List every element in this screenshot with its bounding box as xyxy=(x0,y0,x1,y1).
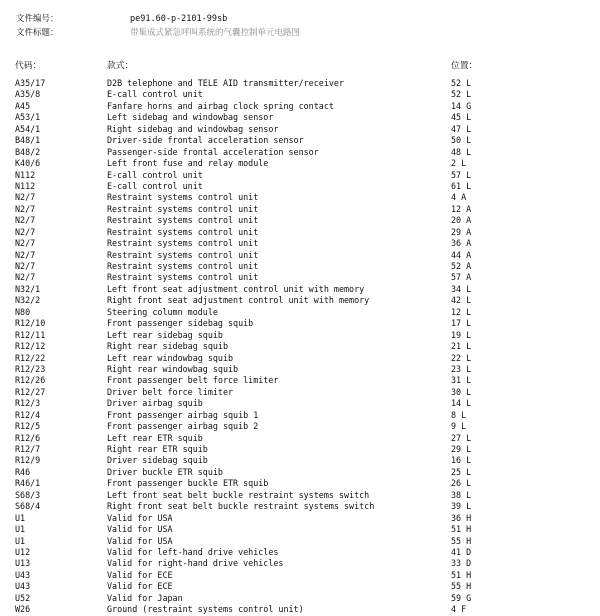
component-position: 51 H xyxy=(451,524,472,535)
component-name: Valid for USA xyxy=(107,535,173,546)
table-row xyxy=(0,158,600,169)
component-code: U1 xyxy=(15,524,26,535)
component-position: 39 L xyxy=(451,501,472,512)
table-row xyxy=(0,398,600,409)
component-name: Restraint systems control unit xyxy=(107,272,259,283)
component-position: 55 H xyxy=(451,581,472,592)
component-position: 14 L xyxy=(451,398,472,409)
component-code: A54/1 xyxy=(15,123,41,134)
component-code: U1 xyxy=(15,535,26,546)
table-row xyxy=(0,593,600,604)
component-position: 36 H xyxy=(451,512,472,523)
component-position: 50 L xyxy=(451,135,472,146)
component-name: Front passenger belt force limiter xyxy=(107,375,279,386)
component-position: 45 L xyxy=(451,112,472,123)
component-position: 4 F xyxy=(451,604,467,615)
table-row xyxy=(0,387,600,398)
component-code: A53/1 xyxy=(15,112,41,123)
component-name: Steering column module xyxy=(107,306,218,317)
table-row xyxy=(0,341,600,352)
component-position: 22 L xyxy=(451,352,472,363)
component-name: Left rear windowbag squib xyxy=(107,352,234,363)
table-row xyxy=(0,421,600,432)
component-code: R12/12 xyxy=(15,341,46,352)
component-position: 42 L xyxy=(451,295,472,306)
component-code: U52 xyxy=(15,592,31,603)
component-code: N2/7 xyxy=(15,192,36,203)
component-code: N2/7 xyxy=(15,249,36,260)
component-position: 12 A xyxy=(451,203,472,214)
component-name: Driver buckle ETR squib xyxy=(107,466,223,477)
component-name: Restraint systems control unit xyxy=(107,226,259,237)
table-row xyxy=(0,330,600,341)
component-code: N2/7 xyxy=(15,215,36,226)
component-code: R46/1 xyxy=(15,478,41,489)
component-code: U1 xyxy=(15,512,26,523)
doc-title-label: 文件标题： xyxy=(16,28,59,38)
component-code: R12/22 xyxy=(15,352,46,363)
table-row xyxy=(0,261,600,272)
component-name: Ground (restraint systems control unit) xyxy=(107,604,304,615)
component-code: N2/7 xyxy=(15,272,36,283)
component-code: R12/4 xyxy=(15,409,41,420)
table-row xyxy=(0,513,600,524)
component-code: R46 xyxy=(15,466,31,477)
component-code: S68/3 xyxy=(15,489,41,500)
component-code: K40/6 xyxy=(15,158,41,169)
component-name: Driver belt force limiter xyxy=(107,386,234,397)
component-position: 41 D xyxy=(451,546,472,557)
component-table xyxy=(0,78,600,616)
component-name: Restraint systems control unit xyxy=(107,192,259,203)
table-row xyxy=(0,135,600,146)
table-row xyxy=(0,181,600,192)
component-code: R12/6 xyxy=(15,432,41,443)
component-code: N2/7 xyxy=(15,203,36,214)
table-row xyxy=(0,444,600,455)
component-name: Left rear ETR squib xyxy=(107,432,203,443)
component-position: 52 L xyxy=(451,89,472,100)
component-code: B48/2 xyxy=(15,146,41,157)
table-row xyxy=(0,364,600,375)
doc-number-label: 文件编号： xyxy=(16,14,59,24)
table-row xyxy=(0,490,600,501)
table-row xyxy=(0,375,600,386)
component-name: Left front seat adjustment control unit with memory xyxy=(107,283,365,294)
component-position: 27 L xyxy=(451,432,472,443)
component-name: Front passenger airbag squib 2 xyxy=(107,421,259,432)
component-name: Restraint systems control unit xyxy=(107,203,259,214)
component-name: Right rear sidebag squib xyxy=(107,341,229,352)
component-name: Valid for ECE xyxy=(107,569,173,580)
component-position: 33 D xyxy=(451,558,472,569)
component-name: Restraint systems control unit xyxy=(107,249,259,260)
component-position: 34 L xyxy=(451,283,472,294)
component-position: 20 A xyxy=(451,215,472,226)
table-row xyxy=(0,227,600,238)
component-code: N80 xyxy=(15,306,31,317)
component-name: E-call control unit xyxy=(107,89,203,100)
table-row xyxy=(0,536,600,547)
table-row xyxy=(0,78,600,89)
component-position: 14 G xyxy=(451,100,472,111)
component-position: 44 A xyxy=(451,249,472,260)
component-code: R12/9 xyxy=(15,455,41,466)
component-name: Right front seat belt buckle restraint systems switch xyxy=(107,501,375,512)
table-row xyxy=(0,501,600,512)
table-row xyxy=(0,433,600,444)
table-row xyxy=(0,204,600,215)
table-row xyxy=(0,478,600,489)
component-position: 59 G xyxy=(451,592,472,603)
component-code: A35/8 xyxy=(15,89,41,100)
doc-title-line xyxy=(16,27,300,39)
component-name: Driver airbag squib xyxy=(107,398,203,409)
table-row xyxy=(0,215,600,226)
component-name: Restraint systems control unit xyxy=(107,261,259,271)
component-position: 52 A xyxy=(451,261,472,271)
component-position: 57 A xyxy=(451,272,472,283)
doc-number-line xyxy=(16,13,227,25)
component-position: 8 L xyxy=(451,409,467,420)
table-row xyxy=(0,318,600,329)
component-position: 16 L xyxy=(451,455,472,466)
component-name: Driver sidebag squib xyxy=(107,455,208,466)
table-row xyxy=(0,272,600,283)
component-code: N112 xyxy=(15,169,36,180)
component-position: 52 L xyxy=(451,78,472,88)
component-position: 12 L xyxy=(451,306,472,317)
component-code: N2/7 xyxy=(15,261,36,271)
component-position: 57 L xyxy=(451,169,472,180)
table-row xyxy=(0,250,600,261)
doc-title-value: 带集成式紧急呼叫系统的气囊控制单元电路图 xyxy=(130,28,301,38)
component-position: 25 L xyxy=(451,466,472,477)
component-position: 51 H xyxy=(451,569,472,580)
table-row xyxy=(0,467,600,478)
component-code: R12/5 xyxy=(15,421,41,432)
component-name: Left rear sidebag squib xyxy=(107,329,223,340)
component-position: 36 A xyxy=(451,238,472,249)
table-row xyxy=(0,89,600,100)
component-position: 9 L xyxy=(451,421,467,432)
table-row xyxy=(0,455,600,466)
table-row xyxy=(0,112,600,123)
table-row xyxy=(0,524,600,535)
component-code: R12/10 xyxy=(15,318,46,329)
component-position: 23 L xyxy=(451,363,472,374)
table-row xyxy=(0,570,600,581)
component-name: Front passenger sidebag squib xyxy=(107,318,254,329)
table-row xyxy=(0,192,600,203)
component-name: Right sidebag and windowbag sensor xyxy=(107,123,279,134)
component-code: S68/4 xyxy=(15,501,41,512)
component-code: N2/7 xyxy=(15,226,36,237)
table-row xyxy=(0,353,600,364)
component-name: Left front fuse and relay module xyxy=(107,158,269,169)
component-name: Passenger-side frontal acceleration sensor xyxy=(107,146,319,157)
table-row xyxy=(0,410,600,421)
component-name: Valid for ECE xyxy=(107,581,173,592)
column-header-position: 位置： xyxy=(451,61,478,71)
component-name: Front passenger buckle ETR squib xyxy=(107,478,269,489)
table-row xyxy=(0,307,600,318)
component-position: 19 L xyxy=(451,329,472,340)
table-row xyxy=(0,238,600,249)
table-row xyxy=(0,581,600,592)
component-position: 2 L xyxy=(451,158,467,169)
component-code: N32/1 xyxy=(15,283,41,294)
component-code: N2/7 xyxy=(15,238,36,249)
component-position: 55 H xyxy=(451,535,472,546)
table-row xyxy=(0,124,600,135)
table-row xyxy=(0,170,600,181)
component-code: N32/2 xyxy=(15,295,41,306)
table-row xyxy=(0,547,600,558)
component-name: Fanfare horns and airbag clock spring contact xyxy=(107,100,334,111)
component-name: Right rear windowbag squib xyxy=(107,363,239,374)
component-code: R12/26 xyxy=(15,375,46,386)
component-code: R12/23 xyxy=(15,363,46,374)
component-name: Valid for left-hand drive vehicles xyxy=(107,546,279,557)
component-name: Driver-side frontal acceleration sensor xyxy=(107,135,304,146)
doc-number-value: pe91.60-p-2101-99sb xyxy=(130,14,228,24)
component-code: A45 xyxy=(15,100,31,111)
table-row xyxy=(0,284,600,295)
column-header-code: 代码： xyxy=(15,61,42,71)
component-code: U43 xyxy=(15,569,31,580)
component-code: U12 xyxy=(15,546,31,557)
component-position: 29 L xyxy=(451,444,472,454)
component-position: 17 L xyxy=(451,318,472,329)
component-position: 31 L xyxy=(451,375,472,386)
component-name: Valid for USA xyxy=(107,524,173,535)
table-row xyxy=(0,147,600,158)
component-name: E-call control unit xyxy=(107,169,203,180)
component-code: A35/17 xyxy=(15,78,46,88)
component-name: Left front seat belt buckle restraint systems switch xyxy=(107,489,370,500)
component-name: Valid for USA xyxy=(107,512,173,523)
component-code: R12/3 xyxy=(15,398,41,409)
component-name: D2B telephone and TELE AID transmitter/receiver xyxy=(107,78,344,88)
component-position: 38 L xyxy=(451,489,472,500)
component-name: Restraint systems control unit xyxy=(107,238,259,249)
table-row xyxy=(0,295,600,306)
component-name: Front passenger airbag squib 1 xyxy=(107,409,259,420)
component-code: R12/7 xyxy=(15,444,41,454)
component-code: R12/11 xyxy=(15,329,46,340)
component-code: W26 xyxy=(15,604,31,615)
component-position: 4 A xyxy=(451,192,467,203)
component-position: 47 L xyxy=(451,123,472,134)
table-row xyxy=(0,558,600,569)
component-code: U13 xyxy=(15,558,31,569)
component-code: B48/1 xyxy=(15,135,41,146)
component-code: U43 xyxy=(15,581,31,592)
column-header-name: 款式： xyxy=(107,61,134,71)
component-name: Valid for right-hand drive vehicles xyxy=(107,558,284,569)
component-name: Left sidebag and windowbag sensor xyxy=(107,112,274,123)
component-position: 30 L xyxy=(451,386,472,397)
component-code: N112 xyxy=(15,180,36,191)
component-name: Right front seat adjustment control unit with memory xyxy=(107,295,370,306)
component-name: Valid for Japan xyxy=(107,592,183,603)
component-position: 61 L xyxy=(451,180,472,191)
component-name: E-call control unit xyxy=(107,180,203,191)
component-position: 21 L xyxy=(451,341,472,352)
component-position: 29 A xyxy=(451,226,472,237)
component-code: R12/27 xyxy=(15,386,46,397)
component-position: 26 L xyxy=(451,478,472,489)
table-row xyxy=(0,101,600,112)
component-position: 48 L xyxy=(451,146,472,157)
component-name: Right rear ETR squib xyxy=(107,444,208,454)
component-name: Restraint systems control unit xyxy=(107,215,259,226)
